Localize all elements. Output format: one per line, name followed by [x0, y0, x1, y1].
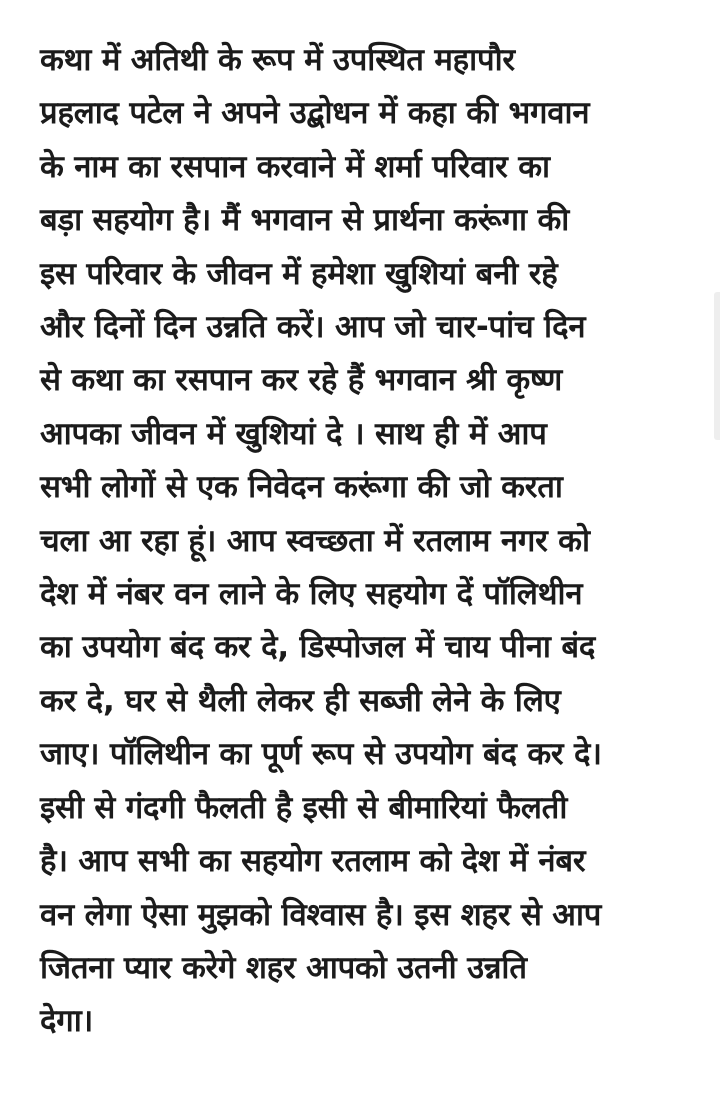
article-line: जाए। पॉलिथीन का पूर्ण रूप से उपयोग बंद कर दे। — [40, 736, 602, 773]
article-line: कर दे, घर से थैली लेकर ही सब्जी लेने के लिए — [40, 682, 561, 719]
article-line: और दिनों दिन उन्नति करें। आप जो चार-पांच दिन — [40, 309, 586, 346]
article-line: वन लेगा ऐसा मुझको विश्वास है। इस शहर से आप — [40, 896, 602, 933]
article-line: इस परिवार के जीवन में हमेशा खुशियां बनी रहे — [40, 255, 558, 292]
scrollbar[interactable] — [714, 292, 720, 440]
article-line: सभी लोगों से एक निवेदन करूंगा की जो करता — [40, 469, 563, 506]
article-line: का उपयोग बंद कर दे, डिस्पोजल में चाय पीना बंद — [40, 629, 596, 666]
article-text — [40, 34, 700, 1049]
article-line: है। आप सभी का सहयोग रतलाम को देश में नंबर — [40, 843, 586, 880]
article-line: चला आ रहा हूं। आप स्वच्छता में रतलाम नगर को — [40, 522, 590, 559]
article-line: जितना प्यार करेगे शहर आपको उतनी उन्नति — [40, 949, 527, 986]
article-line: देश में नंबर वन लाने के लिए सहयोग दें पॉलिथीन — [40, 576, 583, 613]
article-line: इसी से गंदगी फैलती है इसी से बीमारियां फैलती — [40, 789, 568, 826]
article-line: आपका जीवन में खुशियां दे । साथ ही में आप — [40, 415, 547, 452]
article-line: से कथा का रसपान कर रहे हैं भगवान श्री कृष्ण — [40, 362, 563, 399]
article-line: के नाम का रसपान करवाने में शर्मा परिवार का — [40, 148, 550, 185]
article-line: कथा में अतिथी के रूप में उपस्थित महापौर — [40, 42, 515, 78]
article-line: देगा। — [40, 1003, 94, 1040]
article-line: प्रहलाद पटेल ने अपने उद्बोधन में कहा की भगवान — [40, 95, 590, 132]
article-line: बड़ा सहयोग है। मैं भगवान से प्रार्थना करूंगा की — [40, 202, 570, 239]
